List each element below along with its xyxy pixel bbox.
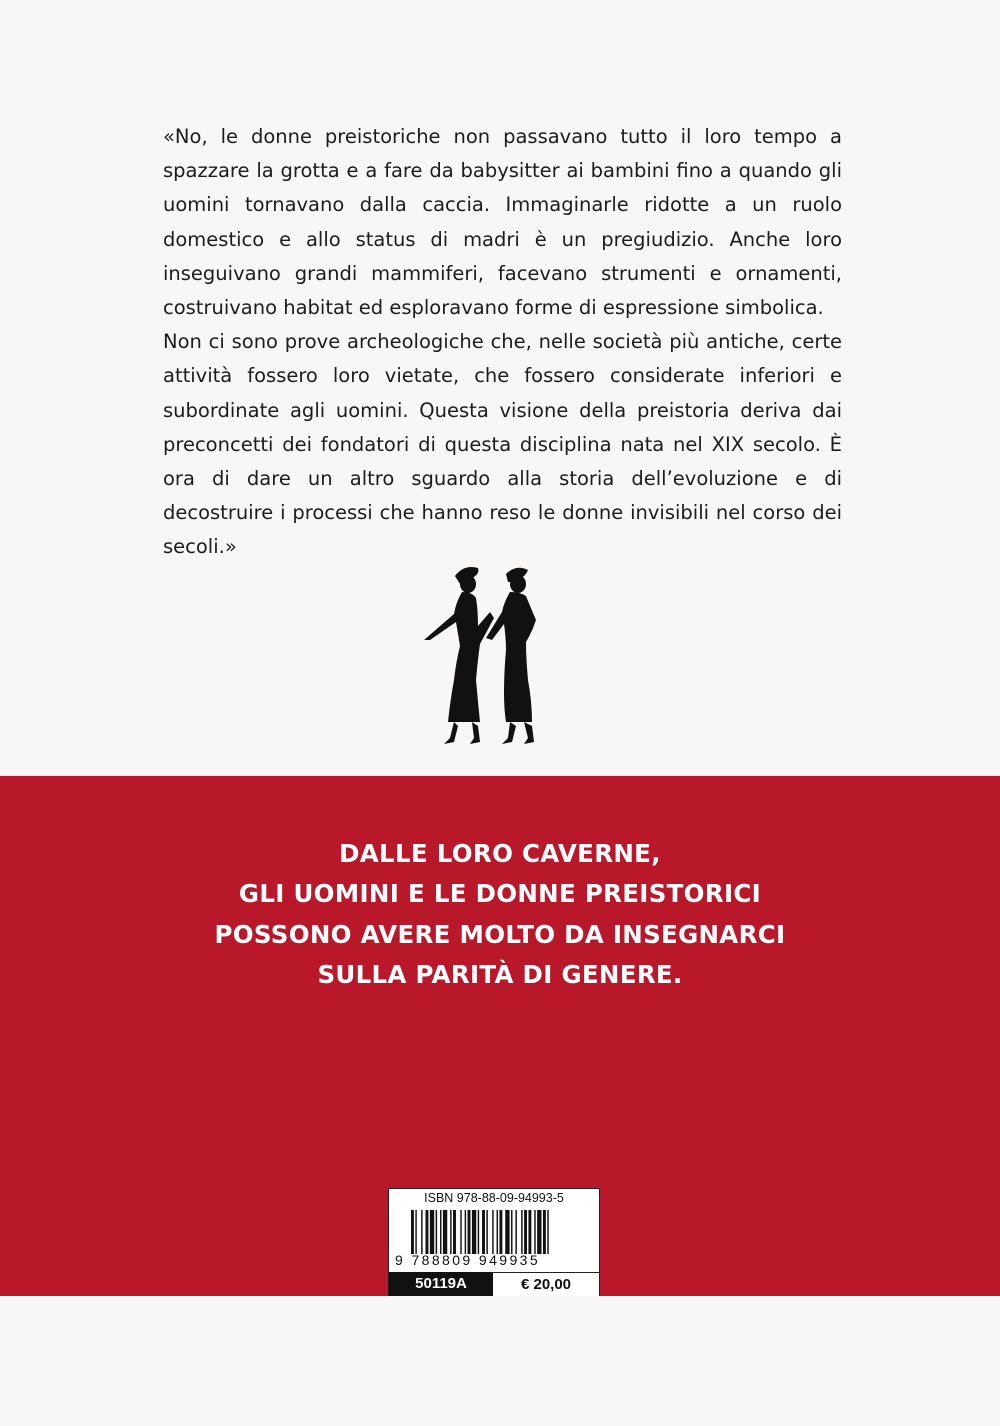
- barcode-bar: [515, 1210, 516, 1254]
- isbn-text: ISBN 978-88-09-94993-5: [424, 1191, 564, 1205]
- barcode-bar: [453, 1210, 456, 1254]
- barcode-bar: [492, 1210, 493, 1254]
- tagline-line-4: SULLA PARITÀ DI GENERE.: [317, 959, 683, 989]
- barcode-bar: [543, 1210, 546, 1254]
- barcode-bar: [436, 1210, 437, 1254]
- barcode-bar: [499, 1210, 502, 1254]
- left-figure-head: [460, 575, 476, 593]
- barcode-bar: [430, 1210, 434, 1254]
- barcode-bar: [528, 1210, 531, 1254]
- barcode-bar: [421, 1210, 422, 1254]
- tagline-line-3: POSSONO AVERE MOLTO DA INSEGNARCI: [214, 919, 786, 949]
- product-code: 50119A: [389, 1272, 493, 1296]
- barcode-bar: [482, 1210, 485, 1254]
- barcode-bar: [524, 1210, 527, 1254]
- barcode-bar: [537, 1210, 541, 1254]
- barcode-bar: [468, 1210, 471, 1254]
- cover-tagline: [0, 834, 1000, 995]
- tagline-line-2: GLI UOMINI E LE DONNE PREISTORICI: [238, 879, 762, 909]
- barcode-bar: [426, 1210, 429, 1254]
- barcode-bar: [486, 1210, 487, 1254]
- right-figure-legs: [502, 722, 534, 744]
- price: € 20,00: [493, 1272, 599, 1296]
- barcode-bar: [478, 1210, 479, 1254]
- barcode-bar: [465, 1210, 466, 1254]
- right-figure-body: [486, 592, 536, 722]
- barcode-bar: [534, 1210, 535, 1254]
- barcode-bars: [411, 1210, 589, 1254]
- quote-paragraph-1: «No, le donne preistoriche non passavano tutto il loro tempo a spazzare la grotta e a fare da babysitter ai bambini fino a quando gli uomini tornavano dalla caccia. Immaginarle ridotte a un ruolo domestico e allo status di madri è un pregiudizio. Anche loro inseguivano grandi mammiferi, facevano strumenti e ornamenti, costruivano habitat ed esploravano forme di espressione simbolica.: [163, 125, 842, 320]
- barcode-bar: [511, 1210, 512, 1254]
- barcode-bar: [497, 1210, 498, 1254]
- barcode-bar: [443, 1210, 447, 1254]
- left-figure-legs: [444, 722, 480, 744]
- barcode-bar: [415, 1210, 416, 1254]
- right-figure-head: [510, 575, 526, 593]
- left-figure-body: [424, 592, 494, 722]
- cover-bottom-panel: [0, 1296, 1000, 1426]
- tagline-line-1: DALLE LORO CAVERNE,: [339, 839, 661, 868]
- barcode-bar: [547, 1210, 548, 1254]
- barcode-bar: [460, 1210, 461, 1254]
- barcode-bar: [450, 1210, 451, 1254]
- barcode-bar: [440, 1210, 441, 1254]
- barcode-bar: [521, 1210, 522, 1254]
- quote-paragraph-2: Non ci sono prove archeologiche che, nelle società più antiche, certe attività fossero loro vietate, che fossero considerate inferiori e subordinate agli uomini. Questa visione della preistoria deriva dai preconcetti dei fondatori di questa disciplina nata nel XIX secolo. È ora di dare un altro sguardo alla storia dell’evoluzione e di decostruire i processi che hanno reso le donne invisibili nel corso dei secoli.»: [163, 330, 842, 559]
- barcode-bar: [472, 1210, 476, 1254]
- barcode-bar: [505, 1210, 509, 1254]
- barcode-digits: 9 788809 949935: [395, 1252, 540, 1268]
- barcode-label: [388, 1188, 600, 1296]
- back-cover-quote: [163, 120, 842, 565]
- prehistoric-women-illustration: [420, 562, 560, 746]
- barcode-bar: [411, 1210, 414, 1254]
